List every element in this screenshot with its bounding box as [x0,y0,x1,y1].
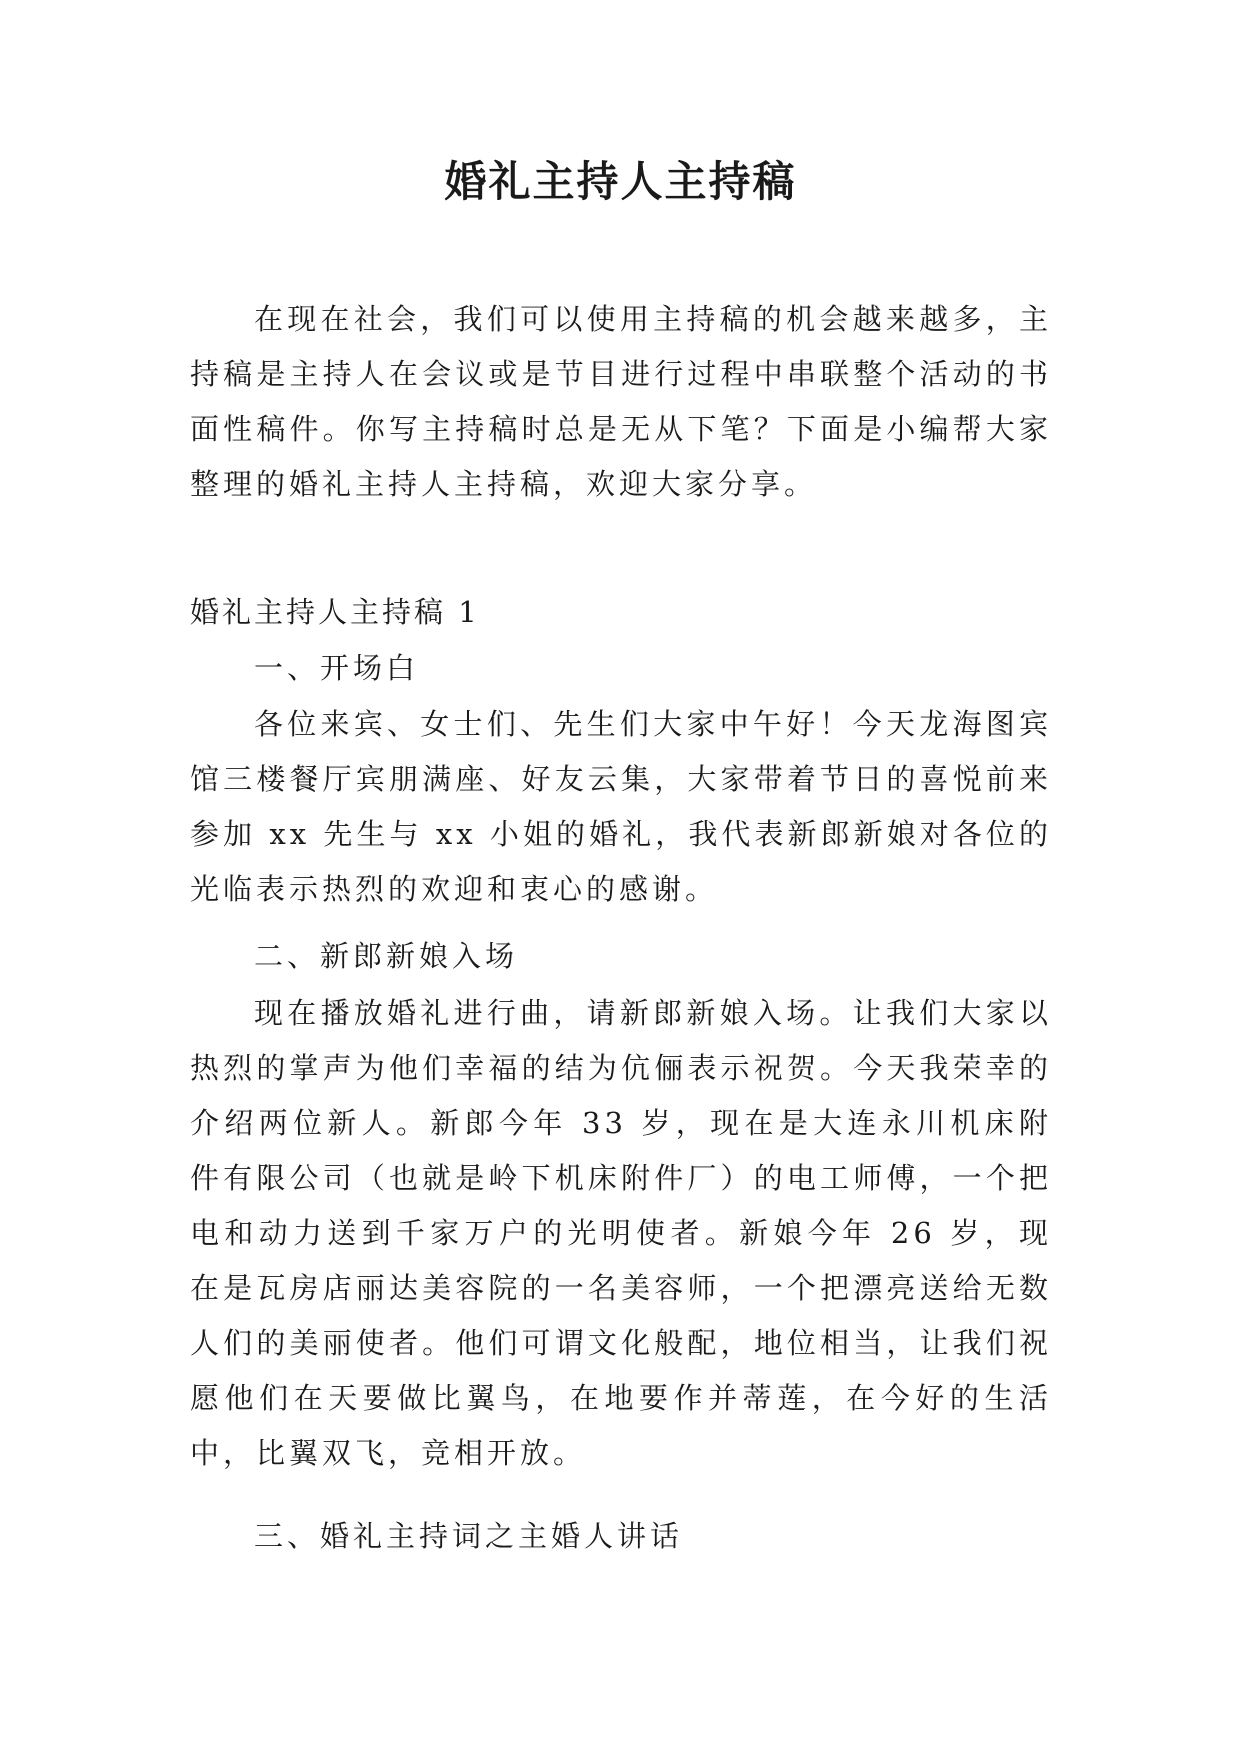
part-heading-opening: 一、开场白 [254,651,420,685]
section-title: 婚礼主持人主持稿 1 [190,595,480,629]
part-body-entrance: 现在播放婚礼进行曲，请新郎新娘入场。让我们大家以热烈的掌声为他们幸福的结为伉俪表示祝贺。今天我荣幸的介绍两位新人。新郎今年 33 岁，现在是大连永川机床附件有限公司（也就是岭下机床附件厂）的电工师傅，一个把电和动力送到千家万户的光明使者。新娘今年 26 岁，现在是瓦房店丽达美容院的一名美容师，一个把漂亮送给无数人们的美丽使者。他们可谓文化般配，地位相当，让我们祝愿他们在天要做比翼鸟，在地要作并蒂莲，在今好的生活中，比翼双飞，竞相开放。 [190,996,1052,1470]
part-heading-officiant-speech: 三、婚礼主持词之主婚人讲话 [254,1519,684,1553]
page-title: 婚礼主持人主持稿 [444,157,797,206]
intro-paragraph: 在现在社会，我们可以使用主持稿的机会越来越多，主持稿是主持人在会议或是节目进行过程中串联整个活动的书面性稿件。你写主持稿时总是无从下笔？下面是小编帮大家整理的婚礼主持人主持稿，欢迎大家分享。 [190,302,1052,501]
part-body-opening: 各位来宾、女士们、先生们大家中午好！今天龙海图宾馆三楼餐厅宾朋满座、好友云集，大家带着节日的喜悦前来参加 xx 先生与 xx 小姐的婚礼，我代表新郎新娘对各位的光临表示热烈的欢迎和衷心的感谢。 [190,707,1052,906]
part-heading-entrance: 二、新郎新娘入场 [254,939,519,973]
